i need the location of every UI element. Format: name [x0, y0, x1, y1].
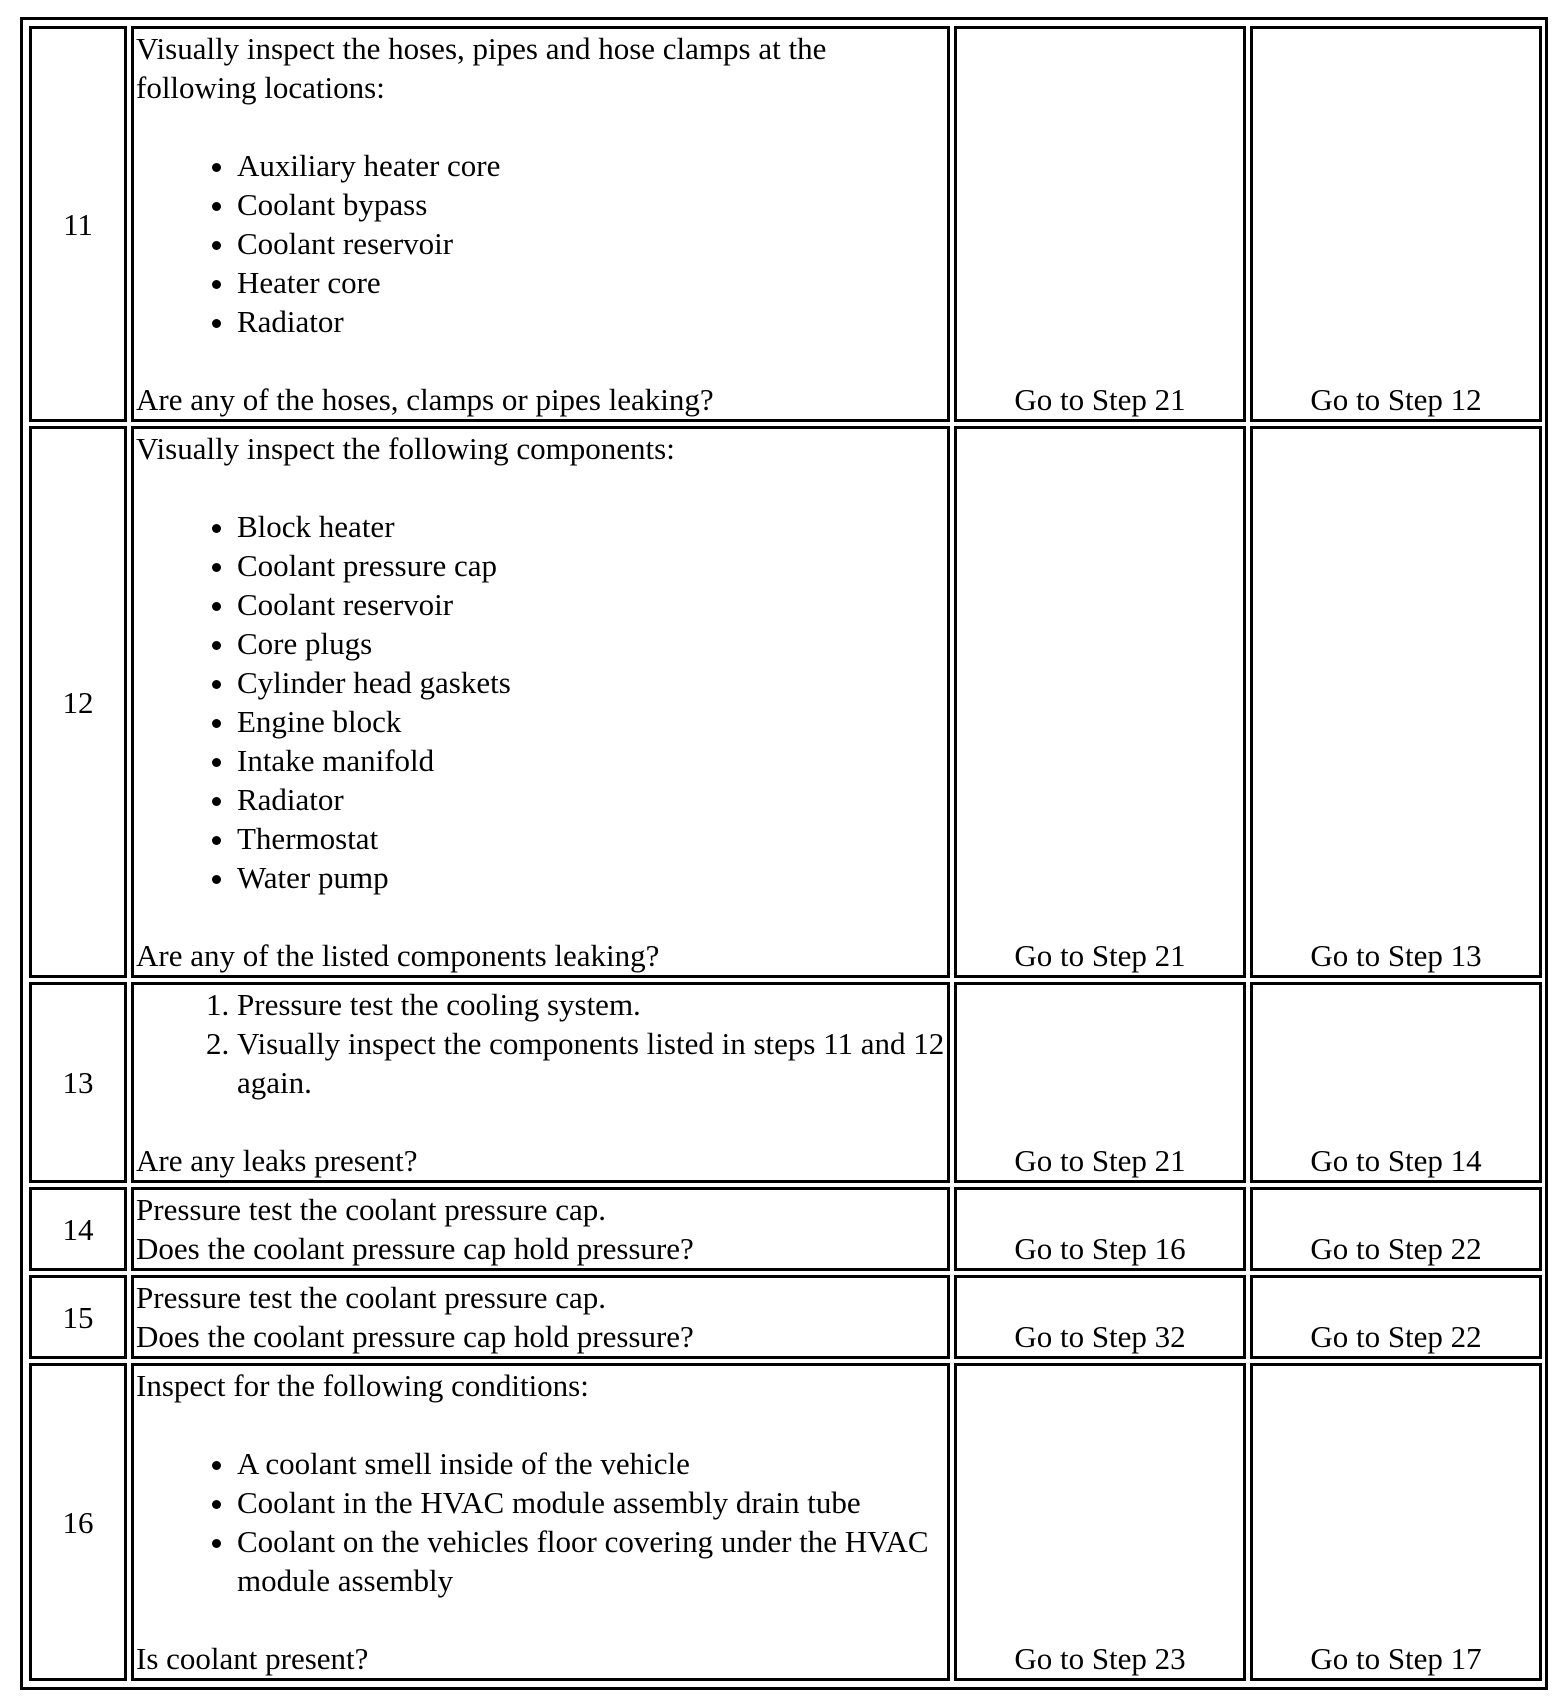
step-row	[29, 1187, 1542, 1271]
list-item: • Water pump	[237, 858, 945, 897]
step-row	[29, 982, 1542, 1183]
step-row	[29, 1275, 1542, 1359]
yes-result: Go to Step 32	[954, 1275, 1246, 1359]
step-intro: Visually inspect the following components:	[136, 431, 675, 466]
step-number: 11	[29, 26, 127, 422]
step-row	[29, 26, 1542, 422]
yes-result: Go to Step 23	[954, 1363, 1246, 1681]
no-result: Go to Step 22	[1250, 1275, 1542, 1359]
step-action	[131, 1187, 950, 1271]
step-question: Does the coolant pressure cap hold pressure?	[136, 1231, 694, 1266]
no-result: Go to Step 13	[1250, 426, 1542, 978]
list-item: 1. Pressure test the cooling system.	[237, 985, 945, 1024]
step-number: 12	[29, 426, 127, 978]
diagnostic-steps-table	[25, 22, 1546, 1685]
list-item: • Block heater	[237, 507, 945, 546]
list-item: • Coolant in the HVAC module assembly drain tube	[237, 1483, 945, 1522]
list-item: • Core plugs	[237, 624, 945, 663]
step-action	[131, 26, 950, 422]
yes-result: Go to Step 21	[954, 982, 1246, 1183]
list-item: • Intake manifold	[237, 741, 945, 780]
step-intro: Pressure test the coolant pressure cap.	[136, 1192, 607, 1227]
list-item: • Heater core	[237, 263, 945, 302]
list-item: • Coolant pressure cap	[237, 546, 945, 585]
step-action	[131, 982, 950, 1183]
step-number: 15	[29, 1275, 127, 1359]
step-action	[131, 1275, 950, 1359]
step-question: Are any of the hoses, clamps or pipes leaking?	[136, 382, 714, 417]
list-item: • Radiator	[237, 780, 945, 819]
check-list	[136, 1444, 945, 1600]
check-list	[136, 507, 945, 897]
step-number: 16	[29, 1363, 127, 1681]
yes-result: Go to Step 21	[954, 26, 1246, 422]
no-result: Go to Step 17	[1250, 1363, 1542, 1681]
numbered-list	[136, 985, 945, 1102]
list-item: • Coolant reservoir	[237, 585, 945, 624]
step-intro: Pressure test the coolant pressure cap.	[136, 1280, 607, 1315]
step-row	[29, 1363, 1542, 1681]
step-question: Does the coolant pressure cap hold pressure?	[136, 1319, 694, 1354]
list-item: • Cylinder head gaskets	[237, 663, 945, 702]
list-item: • A coolant smell inside of the vehicle	[237, 1444, 945, 1483]
step-intro: Inspect for the following conditions:	[136, 1368, 589, 1403]
step-action	[131, 1363, 950, 1681]
step-row	[29, 426, 1542, 978]
no-result: Go to Step 12	[1250, 26, 1542, 422]
no-result: Go to Step 22	[1250, 1187, 1542, 1271]
step-question: Are any leaks present?	[136, 1143, 418, 1178]
step-question: Is coolant present?	[136, 1641, 369, 1676]
yes-result: Go to Step 21	[954, 426, 1246, 978]
no-result: Go to Step 14	[1250, 982, 1542, 1183]
step-question: Are any of the listed components leaking?	[136, 938, 660, 973]
diagnostic-table-frame	[20, 17, 1548, 1690]
list-item: • Radiator	[237, 302, 945, 341]
step-action	[131, 426, 950, 978]
list-item: • Auxiliary heater core	[237, 146, 945, 185]
list-item: 2. Visually inspect the components listed in steps 11 and 12 again.	[237, 1024, 945, 1102]
list-item: • Coolant on the vehicles floor covering under the HVAC module assembly	[237, 1522, 945, 1600]
list-item: • Thermostat	[237, 819, 945, 858]
step-intro: Visually inspect the hoses, pipes and hose clamps at the following locations:	[136, 31, 827, 105]
list-item: • Engine block	[237, 702, 945, 741]
yes-result: Go to Step 16	[954, 1187, 1246, 1271]
list-item: • Coolant reservoir	[237, 224, 945, 263]
list-item: • Coolant bypass	[237, 185, 945, 224]
check-list	[136, 146, 945, 341]
step-number: 14	[29, 1187, 127, 1271]
step-number: 13	[29, 982, 127, 1183]
